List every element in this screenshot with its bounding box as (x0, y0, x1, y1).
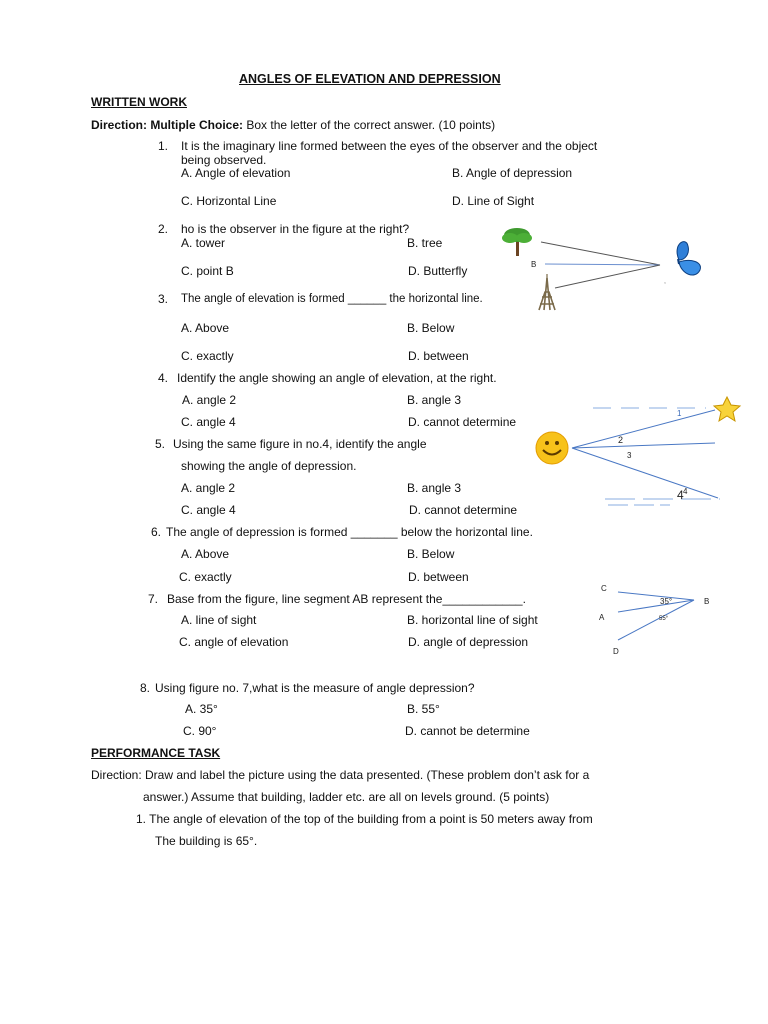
angle-35-label: 35° (660, 597, 673, 606)
q8-number: 8. (140, 681, 151, 695)
q5-choice-c: C. angle 4 (181, 503, 236, 517)
q5-choice-b: B. angle 3 (407, 481, 462, 495)
q5-choice-a: A. angle 2 (181, 481, 236, 495)
q6-choice-c: C. exactly (179, 570, 232, 584)
q2-choice-b: B. tree (407, 236, 443, 250)
direction-line (91, 118, 495, 132)
q1-number: 1. (158, 139, 169, 153)
angle-55-label: 55° (659, 616, 669, 622)
q1-choice-a: A. Angle of elevation (181, 166, 291, 180)
q1-text-line2: being observed. (181, 153, 267, 167)
pt-item1-line1: 1. The angle of elevation of the top of the building from a point is 50 meters away from (136, 812, 593, 826)
q8-text: Using figure no. 7,what is the measure of angle depression? (155, 681, 475, 695)
pt-item1-line2: The building is 65°. (155, 834, 258, 848)
q4-choice-c: C. angle 4 (181, 415, 236, 429)
q4-choice-b: B. angle 3 (407, 393, 462, 407)
q5-number: 5. (155, 437, 166, 451)
tree-icon (502, 228, 532, 256)
q1-text-line1: It is the imaginary line formed between the eyes of the observer and the object (181, 139, 598, 153)
q5-text-line1: Using the same figure in no.4, identify the angle (173, 437, 427, 451)
q2-figure (495, 222, 710, 314)
line-tree-to-butterfly (541, 242, 660, 265)
point-c-label: C (601, 584, 607, 593)
q1-choice-d: D. Line of Sight (452, 194, 535, 208)
q4-number: 4. (158, 371, 169, 385)
angle-4-label: 4 (677, 488, 684, 502)
pt-direction-line2: answer.) Assume that building, ladder etc. are all on levels ground. (5 points) (143, 790, 550, 804)
line-tower-to-butterfly (555, 265, 660, 288)
point-b-label: B (704, 597, 710, 606)
q4-choice-d: D. cannot determine (408, 415, 517, 429)
q8-choice-c: C. 90° (183, 724, 217, 738)
performance-task-heading: PERFORMANCE TASK (91, 746, 221, 760)
q6-choice-d: D. between (408, 570, 469, 584)
q8-choice-b: B. 55° (407, 702, 440, 716)
q2-number: 2. (158, 222, 169, 236)
q3-choice-b: B. Below (407, 321, 455, 335)
angle-1-label: 1 (677, 409, 682, 418)
q5-text-line2: showing the angle of depression. (181, 459, 357, 473)
q3-choice-c: C. exactly (181, 349, 234, 363)
q6-number: 6. (151, 525, 162, 539)
q6-text: The angle of depression is formed _______ below the horizontal line. (166, 525, 533, 539)
q2-choice-a: A. tower (181, 236, 226, 250)
q6-choice-a: A. Above (181, 547, 230, 561)
q7-number: 7. (148, 592, 159, 606)
point-b-label: B (531, 260, 537, 269)
horizontal-line-from-sun (572, 443, 715, 448)
direction-text: Box the letter of the correct answer. (10 points) (246, 118, 496, 132)
q7-choice-c: C. angle of elevation (179, 635, 289, 649)
q4-choice-a: A. angle 2 (182, 393, 237, 407)
point-d-label: D (613, 647, 619, 656)
q7-choice-a: A. line of sight (181, 613, 257, 627)
line-sun-down (572, 448, 718, 498)
line-sun-to-star (572, 410, 715, 448)
direction-label: Direction: Multiple Choice: (91, 118, 244, 132)
q1-choice-b: B. Angle of depression (452, 166, 573, 180)
q3-choice-d: D. between (408, 349, 469, 363)
q8-choice-d: D. cannot be determine (405, 724, 530, 738)
angle-4-small-label: 4 (683, 487, 688, 496)
q3-number: 3. (158, 292, 169, 306)
q1-choice-c: C. Horizontal Line (181, 194, 277, 208)
q7-figure (596, 580, 718, 660)
angle-3-label: 3 (627, 451, 632, 460)
horizontal-line (545, 264, 660, 265)
q3-choice-a: A. Above (181, 321, 230, 335)
q6-choice-b: B. Below (407, 547, 455, 561)
pt-direction-line1: Direction: Draw and label the picture using the data presented. (These problem don’t ask for a (91, 768, 590, 782)
page-title: ANGLES OF ELEVATION AND DEPRESSION (239, 72, 501, 86)
q7-text: Base from the figure, line segment AB represent the____________. (167, 592, 526, 606)
butterfly-dot: , (664, 278, 666, 285)
tower-icon (539, 274, 555, 310)
q4-text: Identify the angle showing an angle of elevation, at the right. (177, 371, 497, 385)
segment-cb (618, 592, 694, 600)
q2-choice-d: D. Butterfly (408, 264, 468, 278)
butterfly-icon (677, 242, 700, 275)
q4-figure (530, 395, 748, 515)
q2-text: ho is the observer in the figure at the right? (181, 222, 410, 236)
q7-choice-b: B. horizontal line of sight (407, 613, 538, 627)
q3-text: The angle of elevation is formed ______ the horizontal line. (181, 293, 483, 305)
q5-choice-d: D. cannot determine (409, 503, 518, 517)
q8-choice-a: A. 35° (185, 702, 218, 716)
angle-2-label: 2 (618, 435, 624, 445)
q2-choice-c: C. point B (181, 264, 234, 278)
sun-face-icon (536, 432, 568, 464)
q7-choice-d: D. angle of depression (408, 635, 529, 649)
star-icon (714, 397, 740, 421)
written-work-heading: WRITTEN WORK (91, 95, 187, 109)
point-a-label: A (599, 613, 605, 622)
